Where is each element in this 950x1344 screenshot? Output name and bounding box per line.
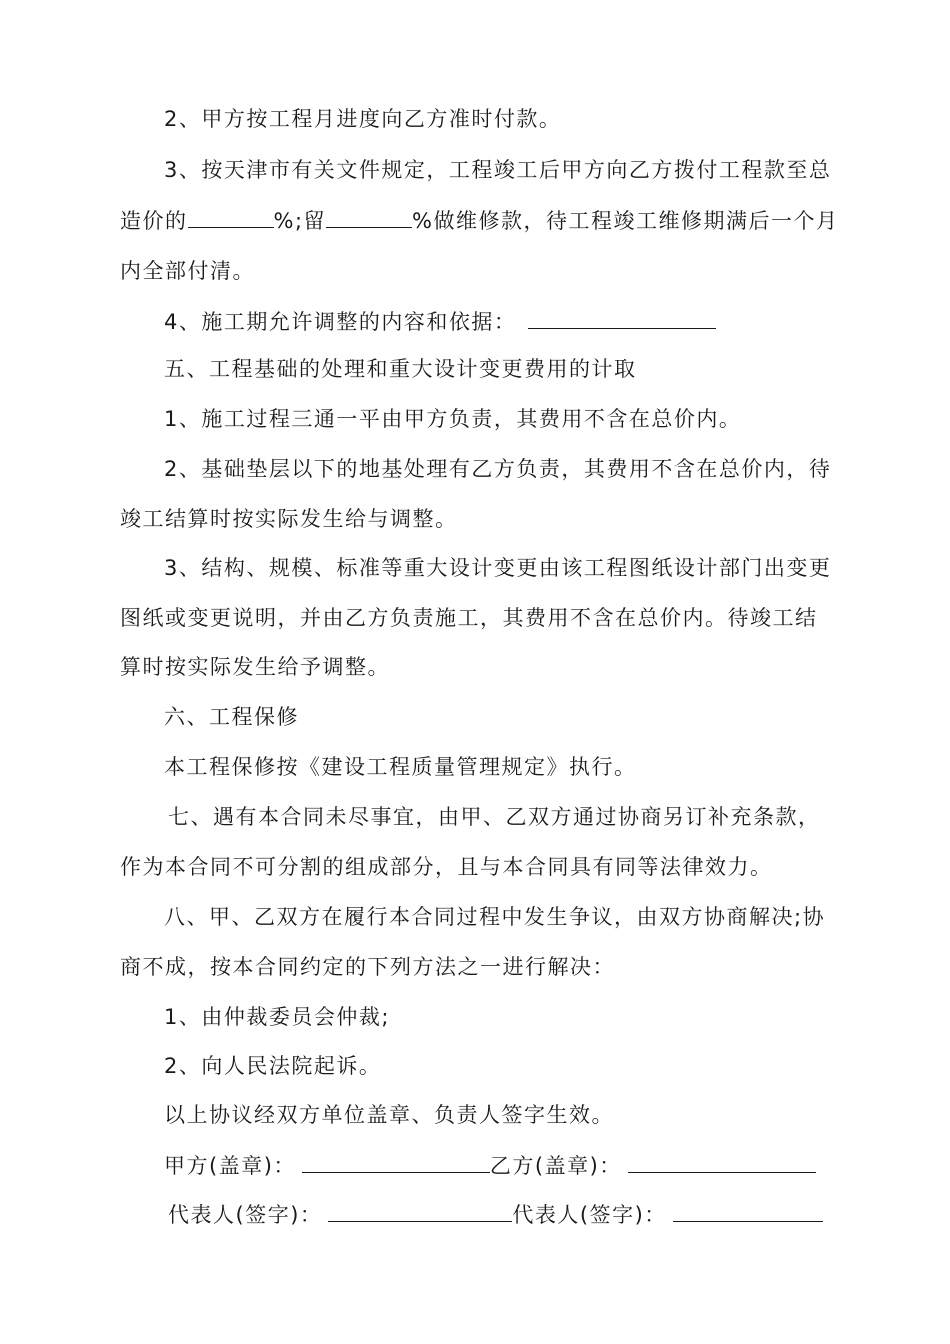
- payment-clause-3: 3、按天津市有关文件规定，工程竣工后甲方向乙方拨付工程款至总: [164, 158, 832, 182]
- foundation-clause-2: 2、基础垫层以下的地基处理有乙方负责，其费用不含在总价内，待: [164, 457, 832, 481]
- rep-a-sign-label: 代表人(签字)：: [168, 1203, 323, 1227]
- section-7-clause-cont: 作为本合同不可分割的组成部分，且与本合同具有同等法律效力。: [120, 855, 773, 879]
- price-percent-2: %做维修款，待工程竣工维修期满后一个月: [412, 209, 839, 233]
- seal-line: [164, 1150, 816, 1180]
- party-b-seal-field: [628, 1150, 816, 1173]
- representative-line: [168, 1199, 823, 1229]
- price-prefix: 造价的: [120, 209, 188, 233]
- warranty-clause: 本工程保修按《建设工程质量管理规定》执行。: [164, 755, 637, 779]
- foundation-clause-1: 1、施工过程三通一平由甲方负责，其费用不含在总价内。: [164, 407, 742, 431]
- section-heading-5: 五、工程基础的处理和重大设计变更费用的计取: [164, 357, 637, 381]
- design-change-clause-3: 3、结构、规模、标准等重大设计变更由该工程图纸设计部门出变更: [164, 556, 832, 580]
- blank-field: [188, 205, 274, 228]
- party-b-seal-label: 乙方(盖章)：: [489, 1154, 622, 1178]
- foundation-clause-2-cont: 竣工结算时按实际发生给与调整。: [120, 507, 458, 531]
- party-a-seal-field: [302, 1150, 490, 1173]
- design-change-clause-3-end: 算时按实际发生给予调整。: [120, 655, 390, 679]
- price-percent-1: %;留: [273, 209, 327, 233]
- blank-field: [326, 205, 412, 228]
- adjust-clause-4: [164, 306, 716, 336]
- dispute-option-1: 1、由仲裁委员会仲裁;: [164, 1005, 390, 1029]
- rep-a-sign-field: [328, 1199, 512, 1222]
- design-change-clause-3-cont: 图纸或变更说明，并由乙方负责施工，其费用不含在总价内。待竣工结: [120, 606, 818, 630]
- rep-b-sign-field: [673, 1199, 823, 1222]
- payment-clause-3-end: 内全部付清。: [120, 259, 255, 283]
- payment-clause-3-cont: [120, 205, 838, 235]
- payment-clause-2: 2、甲方按工程月进度向乙方准时付款。: [164, 107, 562, 131]
- party-a-seal-label: 甲方(盖章)：: [164, 1154, 296, 1178]
- section-heading-6: 六、工程保修: [164, 705, 299, 729]
- dispute-option-2: 2、向人民法院起诉。: [164, 1054, 382, 1078]
- effective-clause: 以上协议经双方单位盖章、负责人签字生效。: [164, 1103, 614, 1127]
- section-8-clause-cont: 商不成，按本合同约定的下列方法之一进行解决：: [120, 955, 615, 979]
- section-8-clause: 八、甲、乙双方在履行本合同过程中发生争议，由双方协商解决;协: [164, 905, 826, 929]
- section-7-clause: 七、遇有本合同未尽事宜，由甲、乙双方通过协商另订补充条款，: [168, 805, 821, 829]
- rep-b-sign-label: 代表人(签字)：: [512, 1203, 667, 1227]
- adjust-label: 4、施工期允许调整的内容和依据：: [164, 310, 517, 334]
- blank-field: [528, 306, 716, 329]
